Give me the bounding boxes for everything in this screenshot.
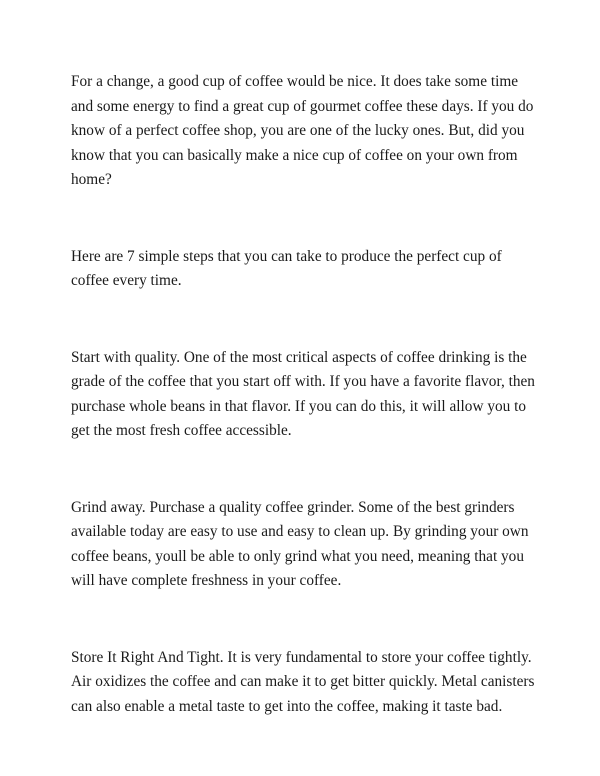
document-body [71,70,541,719]
paragraph-store-it-right: Store It Right And Tight. It is very fundamental to store your coffee tightly. Air oxidizes the coffee and can make it to get bitter quickly. Metal canisters can also enable a metal taste to get into the coffee, making it taste bad. [71,648,535,715]
paragraph-start-with-quality: Start with quality. One of the most critical aspects of coffee drinking is the grade of the coffee that you start off with. If you have a favorite flavor, then purchase whole beans in that flavor. If you can do this, it will allow you to get the most fresh coffee accessible. [71,348,535,439]
paragraph-intro: For a change, a good cup of coffee would be nice. It does take some time and some energy to find a great cup of gourmet coffee these days. If you do know of a perfect coffee shop, you are one of the lucky ones. But, did you know that you can basically make a nice cup of coffee on your own from home? [71,73,534,188]
paragraph-grind-away: Grind away. Purchase a quality coffee grinder. Some of the best grinders available today are easy to use and easy to clean up. By grinding your own coffee beans, youll be able to only grind what you need, meaning that you will have complete freshness in your coffee. [71,498,529,589]
paragraph-steps-intro: Here are 7 simple steps that you can take to produce the perfect cup of coffee every time. [71,247,502,289]
